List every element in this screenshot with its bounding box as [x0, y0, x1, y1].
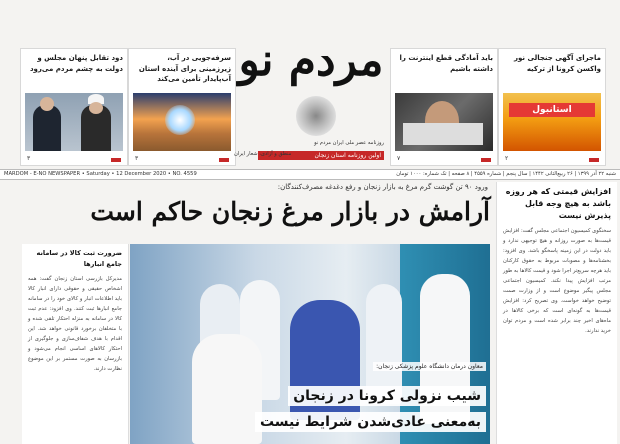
teaser-page-number: ۳: [27, 155, 31, 162]
teaser-page-number: ۷: [397, 155, 401, 162]
right-column: [496, 182, 617, 444]
right-column-body: سخنگوی کمیسیون اجتماعی مجلس گفت: افزایش قیمت‌ها به صورت روزانه و هیچ توجیهی ندارد و باید دولت در این زمینه پاسخگو باشد. وی افزود: بخشنامه‌ها و مصوبات مربوط به حقوق کارکنان باید هرچه سریع‌تر اجرا شود و قیمت کالاها به طور مرتب افزایش پیدا نکند. کمیسیون اجتماعی مجلس پیگیر موضوع است و از وزارت صمت توضیح خواهد خواست. وی تصریح کرد: افزایش قیمت‌ها به گونه‌ای است که برخی کالاها در ماه‌های اخیر چند برابر شده است و مردم توان خرید ندارند.: [503, 228, 611, 334]
teaser-image: [25, 93, 123, 151]
dateline-bar: [0, 169, 620, 180]
teaser-accent-bar: [111, 158, 121, 162]
teaser-left-1[interactable]: [498, 48, 606, 166]
teaser-accent-bar: [589, 158, 599, 162]
teaser-title: دود تقابل پنهان مجلس و دولت به چشم مردم می‌رود: [29, 54, 123, 73]
dateline-english: MARDOM - E-NO NEWSPAPER • Saturday • 12 December 2020 • NO. 4559: [4, 171, 197, 177]
teaser-image: [395, 93, 493, 151]
teaser-left-2[interactable]: [390, 48, 498, 166]
masthead-logo-caption: منطق و آزادی، شعار ایران: [234, 151, 292, 157]
photo-caption-top: معاون درمان دانشگاه علوم پزشکی زنجان:: [373, 362, 486, 371]
masthead-title: مردم نو: [238, 35, 384, 86]
teaser-title: ماجرای آگهی جنجالی نور واکسن کرونا از ترکیه: [514, 54, 601, 73]
teaser-accent-bar: [219, 158, 229, 162]
masthead: [234, 30, 384, 164]
teaser-image: [503, 93, 601, 151]
photo-figure-6: [192, 334, 262, 444]
masthead-emblem: [296, 96, 336, 136]
masthead-tagline: اولین روزنامه استان زنجان: [258, 151, 384, 160]
left-column-headline[interactable]: ضرورت ثبت کالا در سامانه جامع انبارها: [36, 249, 122, 268]
teaser-image: [133, 93, 231, 151]
main-headline[interactable]: آرامش در بازار مرغ زنجان حاکم است: [90, 197, 490, 226]
dateline-persian: شنبه ۲۲ آذر ۱۳۹۹ | ۲۶ ربیع‌الثانی ۱۴۴۲ | سال پنجم | شماره ۴۵۵۹ | ۸ صفحه | تک شماره: ۱۰۰۰ تومان: [396, 171, 616, 177]
teaser-page-number: ۲: [505, 155, 509, 162]
masthead-subtitle: روزنامه عصر ملی ایران مردم نو: [314, 140, 384, 146]
photo-headline-line1[interactable]: شیب نزولی کرونا در زنجان: [288, 386, 486, 406]
teaser-page-number: ۳: [135, 155, 139, 162]
teaser-right-1[interactable]: [128, 48, 236, 166]
main-kicker: ورود ۹۰ تن گوشت گرم مرغ به بازار زنجان و رفع دغدغه مصرف‌کنندگان:: [277, 183, 488, 191]
main-photo[interactable]: [130, 244, 490, 444]
teaser-title: سرفه‌جویی در آب، زیرزمینی برای آینده استان آب‌پایدار تأمین می‌کند: [138, 54, 231, 83]
teaser-image-caption: استانبول: [509, 103, 595, 117]
teaser-accent-bar: [481, 158, 491, 162]
left-column: [22, 244, 129, 444]
teaser-title: باید آمادگی قطع اینترنت را داشته باشیم: [399, 54, 493, 73]
left-column-body: مدیرکل بازرسی استان زنجان گفت: همه اشخاص حقیقی و حقوقی دارای انبار کالا باید اطلاعات انبار و کالای خود را در سامانه جامع انبارها ثبت کنند. وی افزود: عدم ثبت کالا در سامانه به منزله احتکار تلقی شده و با متخلفان برخورد قانونی خواهد شد. این اقدام با هدف شفاف‌سازی و جلوگیری از احتکار کالاهای اساسی انجام می‌شود و بازرسان به صورت مستمر بر این موضوع نظارت دارند.: [28, 276, 122, 372]
right-column-headline[interactable]: افزایش قیمتی که هر روزه باشد به هیچ وجه قابل پذیرش نیست: [505, 187, 611, 220]
teaser-right-2[interactable]: [20, 48, 128, 166]
photo-headline-line2[interactable]: به‌معنی عادی‌شدن شرایط نیست: [255, 412, 486, 432]
